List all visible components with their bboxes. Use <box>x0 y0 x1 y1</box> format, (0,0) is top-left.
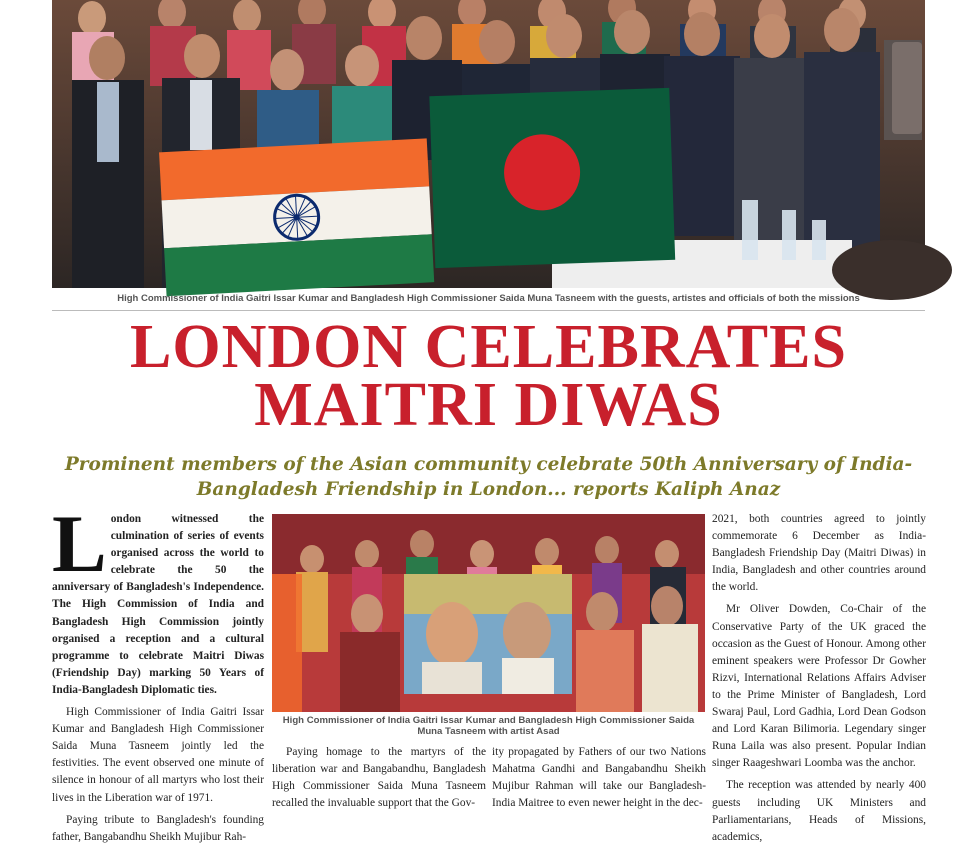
lede-text: ondon witnessed the culmination of series of events organised across the world to celebrate the 50 the anniversary of Bangladesh's Independence. The High Commission of India and Bangladesh High Commission jointly organised a reception and a cultural programme to celebrate Maitri Diwas (Friendship Day) marking 50 Years of India-Bangladesh Diplomatic ties. <box>52 513 264 696</box>
inset-photo <box>272 514 705 712</box>
paragraph: High Commissioner of India Gaitri Issar Kumar and Bangladesh High Commissioner Saida Muna Tasneem jointly led the festivities. The event observed one minute of silence in honour of all martyrs who lost their lives in the Liberation war of 1971. <box>52 706 264 804</box>
article-column-2 <box>272 744 486 815</box>
painting <box>404 574 572 694</box>
drop-cap: L <box>52 498 107 589</box>
article-column-3 <box>492 744 706 815</box>
article-column-1 <box>52 498 264 843</box>
lede-paragraph <box>52 498 264 699</box>
subheadline-line-2: Bangladesh Friendship in London... reports Kaliph Anaz <box>196 479 781 500</box>
paragraph: Mr Oliver Dowden, Co-Chair of the Conservative Party of the UK graced the occasion as the Guest of Honour. Among other eminent speakers were Professor Dr Gowher Rizvi, International Relations Affairs Adviser to the Prime Minister of Bangladesh, Lord Swaraj Paul, Lord Gadhia, Lord Dean Godson and Lord Karan Bilimoria. Legendary singer Runa Laila was also present. Popular Indian singer Raageshwari Loomba was the anchor. <box>712 603 926 770</box>
india-flag <box>159 138 434 296</box>
inset-photo-illustration <box>272 514 705 712</box>
group-photo <box>52 0 925 288</box>
bangladesh-flag <box>429 88 675 268</box>
subheadline <box>52 452 925 502</box>
headline <box>52 313 925 439</box>
group-photo-caption: High Commissioner of India Gaitri Issar Kumar and Bangladesh High Commissioner Saida Muna Tasneem with the guests, artistes and officials of both the missions <box>117 293 860 304</box>
divider-rule <box>52 310 925 311</box>
subheadline-line-1: Prominent members of the Asian community celebrate 50th Anniversary of India- <box>64 454 913 475</box>
headline-line-2: MAITRI DIWAS <box>254 371 723 439</box>
paragraph: ity propagated by Fathers of our two Nations Mahatma Gandhi and Bangabandhu Sheikh Mujibur Rahman will take our Bangladesh-India Maitree to even newer height in the dec- <box>492 746 706 810</box>
paragraph: 2021, both countries agreed to jointly commemorate 6 December as India-Bangladesh Friendship Day (Maitri Diwas) in India, Bangladesh and other countries around the world. <box>712 513 926 594</box>
paragraph: Paying tribute to Bangladesh's founding father, Bangabandhu Sheikh Mujibur Rah- <box>52 813 264 843</box>
phone-shape <box>892 42 922 134</box>
paragraph: The reception was attended by nearly 400 guests including UK Ministers and Parliamentarians, Heads of Missions, academics, <box>712 779 926 843</box>
paragraph: Paying homage to the martyrs of the liberation war and Bangabandhu, Bangladesh High Commissioner Saida Muna Tasneem recalled the invaluable support that the Gov- <box>272 746 486 810</box>
article-column-4 <box>712 511 926 843</box>
group-photo-illustration <box>52 0 925 288</box>
inset-photo-caption: High Commissioner of India Gaitri Issar Kumar and Bangladesh High Commissioner Saida Muna Tasneem with artist Asad <box>282 715 695 737</box>
headline-line-1: LONDON CELEBRATES <box>130 313 847 381</box>
